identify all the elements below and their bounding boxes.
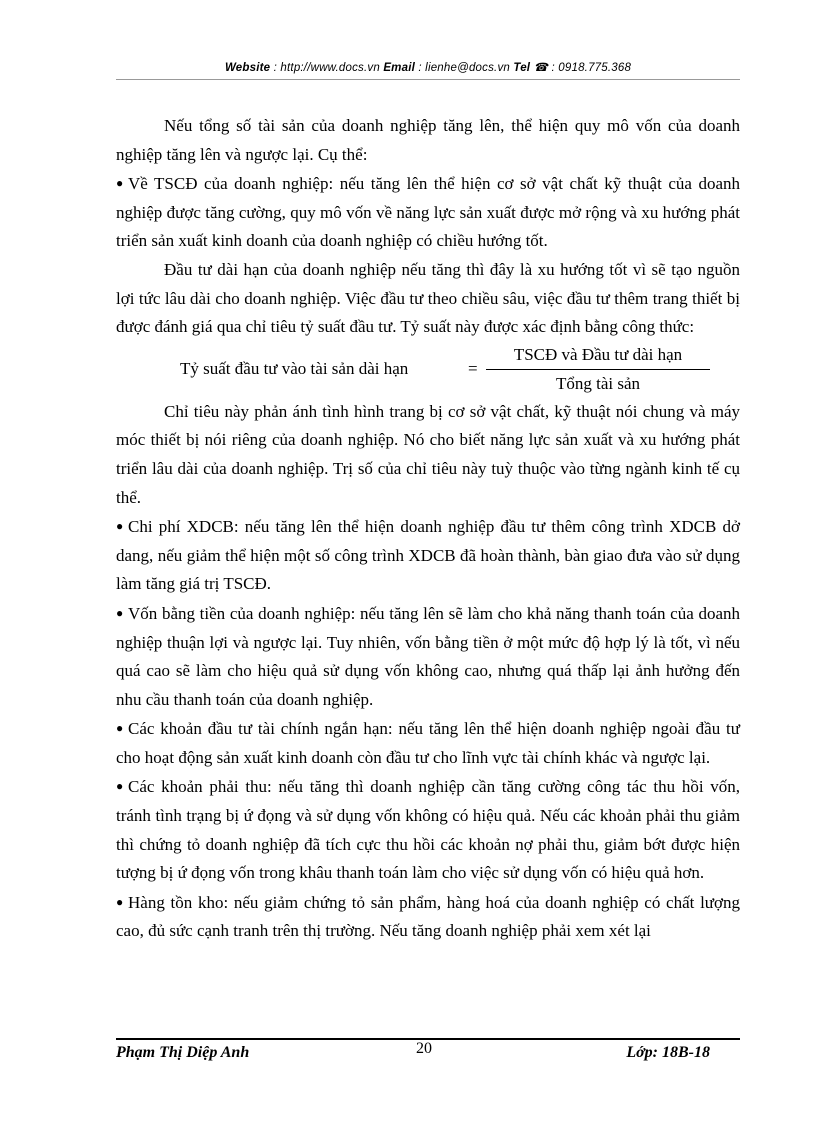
- bullet-icon: ●: [116, 894, 124, 909]
- bullet-text: Các khoản phải thu: nếu tăng thì doanh nghiệp cần tăng cường công tác thu hồi vốn, tránh tình trạng bị ứ đọng và sử dụng vốn không có hiệu quả. Nếu các khoản phải thu giảm thì chứng tỏ doanh nghiệp đã tích cực thu hồi các khoản nợ phải thu, giảm bớt được hiện tượng bị ứ đọng vốn trong khâu thanh toán làm cho việc sử dụng vốn có hiệu quả hơn.: [116, 777, 740, 883]
- tel-label: Tel: [513, 62, 531, 74]
- bullet-icon: ●: [116, 605, 124, 620]
- bullet-item-short-term-investment: [116, 714, 740, 772]
- formula-equals: =: [468, 359, 478, 379]
- paragraph-3: Chỉ tiêu này phản ánh tình hình trang bị cơ sở vật chất, kỹ thuật nói chung và máy móc thiết bị nói riêng của doanh nghiệp. Nó cho biết năng lực sản xuất và xu hướng phát triển lâu dài của doanh nghiệp. Trị số của chỉ tiêu này tuỳ thuộc vào từng ngành kinh tế cụ thể.: [116, 401, 740, 507]
- page-footer: [116, 1040, 740, 1066]
- bullet-item-inventory: [116, 888, 740, 946]
- formula-numerator: TSCĐ và Đầu tư dài hạn: [486, 343, 710, 370]
- bullet-text: Vốn bằng tiền của doanh nghiệp: nếu tăng lên sẽ làm cho khả năng thanh toán của doanh nghiệp thuận lợi và ngược lại. Tuy nhiên, vốn bằng tiền ở một mức độ hợp lý là tốt, vì nếu quá cao sẽ làm cho hiệu quả sử dụng vốn không cao, nhưng quá thấp lại ảnh hưởng đến nhu cầu thanh toán của doanh nghiệp.: [116, 603, 740, 709]
- formula-label: Tỷ suất đầu tư vào tài sản dài hạn: [180, 359, 409, 379]
- bullet-text: Chi phí XDCB: nếu tăng lên thể hiện doanh nghiệp đầu tư thêm công trình XDCB dở dang, nếu giảm thể hiện một số công trình XDCB đã hoàn thành, bàn giao đưa vào sử dụng làm tăng giá trị TSCĐ.: [116, 517, 740, 594]
- formula: [116, 342, 740, 398]
- bullet-icon: ●: [116, 779, 124, 794]
- website-value: : http://www.docs.vn: [270, 62, 384, 74]
- bullet-item-tscd: [116, 169, 740, 256]
- email-value: : lienhe@docs.vn: [415, 62, 514, 74]
- paragraph-1: Nếu tổng số tài sản của doanh nghiệp tăng lên, thể hiện quy mô vốn của doanh nghiệp tăng lên và ngược lại. Cụ thể:: [116, 116, 740, 164]
- bullet-item-receivables: [116, 772, 740, 887]
- page-header: [116, 60, 740, 74]
- footer-class: Lớp: 18B-18: [626, 1044, 710, 1061]
- formula-fraction: [486, 343, 710, 396]
- page-number: 20: [416, 1040, 432, 1057]
- bullet-text: Về TSCĐ của doanh nghiệp: nếu tăng lên thể hiện cơ sở vật chất kỹ thuật của doanh nghiệp được tăng cường, quy mô vốn về năng lực sản xuất được mở rộng và xu hướng phát triển sản xuất kinh doanh của doanh nghiệp có chiều hướng tốt.: [116, 174, 740, 251]
- bullet-icon: ●: [116, 721, 124, 736]
- bullet-text: Hàng tồn kho: nếu giảm chứng tỏ sản phẩm, hàng hoá của doanh nghiệp có chất lượng cao, đủ sức cạnh tranh trên thị trường. Nếu tăng doanh nghiệp phải xem xét lại: [116, 892, 740, 941]
- bullet-icon: ●: [116, 176, 124, 191]
- bullet-text: Các khoản đầu tư tài chính ngắn hạn: nếu tăng lên thể hiện doanh nghiệp ngoài đầu tư cho hoạt động sản xuất kinh doanh còn đầu tư cho lĩnh vực tài chính khác và ngược lại.: [116, 719, 740, 767]
- tel-value: ☎ : 0918.775.368: [530, 62, 632, 74]
- bullet-icon: ●: [116, 519, 124, 534]
- bullet-item-xdcb: [116, 512, 740, 599]
- footer-author: Phạm Thị Diệp Anh: [116, 1044, 250, 1061]
- email-label: Email: [383, 62, 415, 74]
- document-body: [116, 112, 740, 946]
- paragraph-2: Đầu tư dài hạn của doanh nghiệp nếu tăng thì đây là xu hướng tốt vì sẽ tạo nguồn lợi tức lâu dài cho doanh nghiệp. Việc đầu tư theo chiều sâu, việc đầu tư thêm trang thiết bị được đánh giá qua chỉ tiêu tỷ suất đầu tư. Tỷ suất này được xác định bằng công thức:: [116, 259, 740, 337]
- website-label: Website: [224, 62, 271, 74]
- formula-denominator: Tổng tài sản: [555, 374, 641, 394]
- header-divider: [116, 79, 740, 80]
- bullet-item-cash: [116, 599, 740, 714]
